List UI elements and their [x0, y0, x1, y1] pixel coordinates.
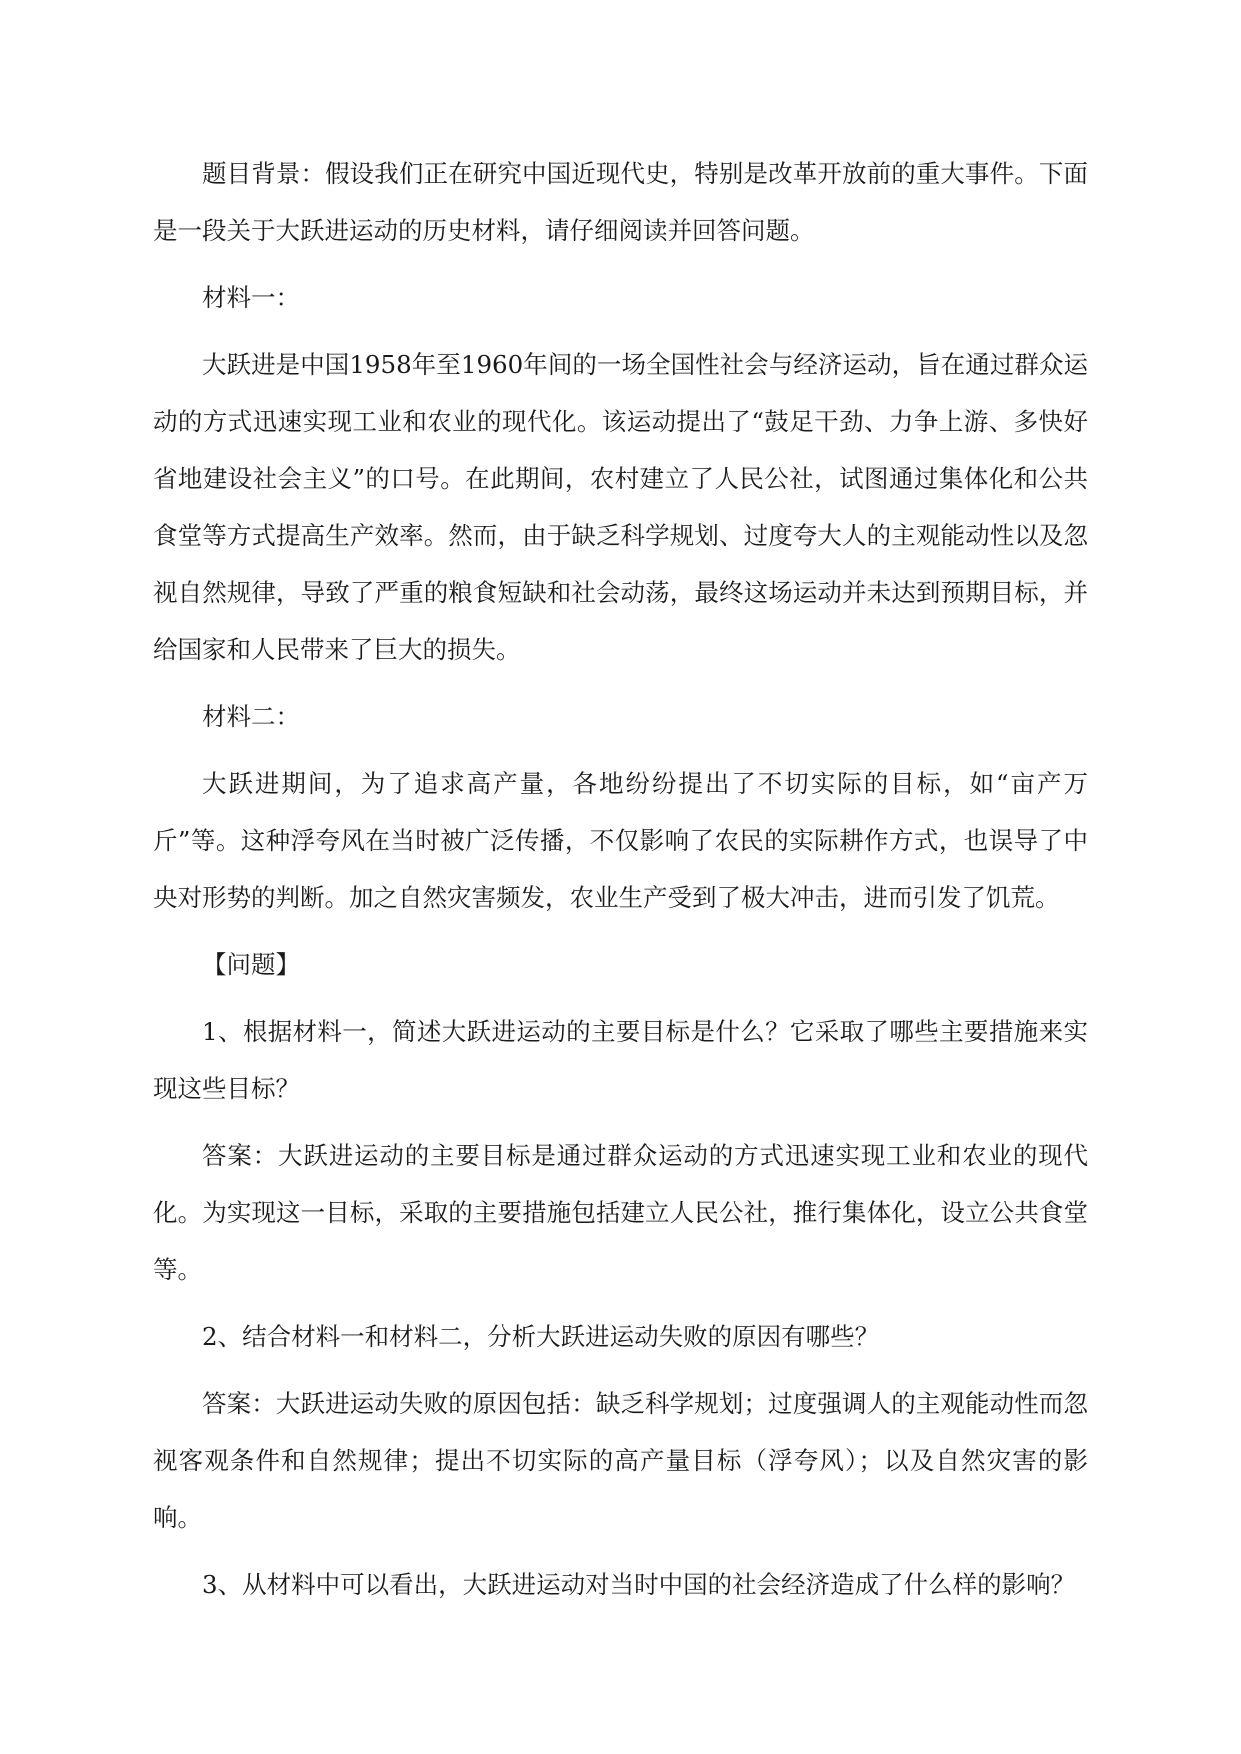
answer-1: 答案：大跃进运动的主要目标是通过群众运动的方式迅速实现工业和农业的现代化。为实现这一目标，采取的主要措施包括建立人民公社，推行集体化，设立公共食堂等。 — [153, 1141, 1088, 1284]
document-body — [153, 145, 1088, 1623]
question-2: 2、结合材料一和材料二，分析大跃进运动失败的原因有哪些？ — [202, 1322, 880, 1351]
question-3: 3、从材料中可以看出，大跃进运动对当时中国的社会经济造成了什么样的影响？ — [202, 1570, 1076, 1599]
material-two-heading: 材料二： — [202, 702, 300, 731]
material-one-heading: 材料一： — [202, 283, 300, 312]
questions-heading: 【问题】 — [202, 950, 300, 979]
material-one-text: 大跃进是中国1958年至1960年间的一场全国性社会与经济运动，旨在通过群众运动的方式迅速实现工业和农业的现代化。该运动提出了“鼓足干劲、力争上游、多快好省地建设社会主义”的口号。在此期间，农村建立了人民公社，试图通过集体化和公共食堂等方式提高生产效率。然而，由于缺乏科学规划、过度夸大人的主观能动性以及忽视自然规律，导致了严重的粮食短缺和社会动荡，最终这场运动并未达到预期目标，并给国家和人民带来了巨大的损失。 — [153, 350, 1088, 664]
question-1: 1、根据材料一，简述大跃进运动的主要目标是什么？它采取了哪些主要措施来实现这些目标？ — [153, 1017, 1088, 1103]
answer-2: 答案：大跃进运动失败的原因包括：缺乏科学规划；过度强调人的主观能动性而忽视客观条件和自然规律；提出不切实际的高产量目标（浮夸风）；以及自然灾害的影响。 — [153, 1389, 1088, 1532]
background-paragraph: 题目背景：假设我们正在研究中国近现代史，特别是改革开放前的重大事件。下面是一段关于大跃进运动的历史材料，请仔细阅读并回答问题。 — [153, 159, 1088, 245]
material-two-text: 大跃进期间，为了追求高产量，各地纷纷提出了不切实际的目标，如“亩产万斤”等。这种浮夸风在当时被广泛传播，不仅影响了农民的实际耕作方式，也误导了中央对形势的判断。加之自然灾害频发，农业生产受到了极大冲击，进而引发了饥荒。 — [153, 769, 1088, 912]
